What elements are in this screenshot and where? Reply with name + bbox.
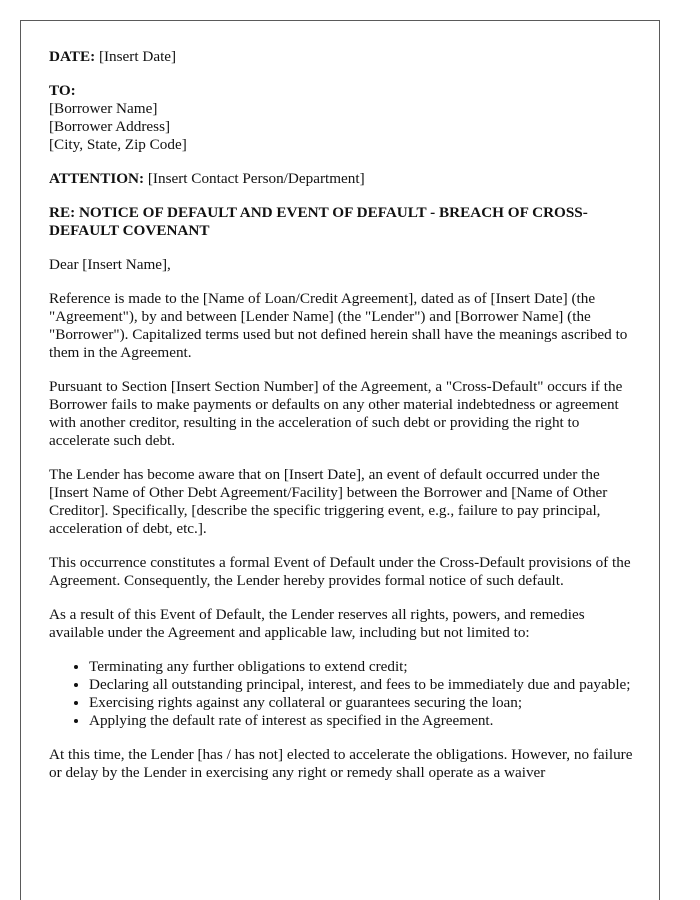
attention-line <box>49 170 639 188</box>
attention-value: [Insert Contact Person/Department] <box>147 170 365 187</box>
paragraph-reference: Reference is made to the [Name of Loan/Credit Agreement], dated as of [Insert Date] (the "Agreement"), by and between [Lender Name] (the "Lender") and [Borrower Name] (the "Borrower"). Capitalized terms used but not defined herein shall have the meanings ascribed to them in the Agreement. <box>49 290 628 361</box>
attention-label: ATTENTION: <box>49 170 145 187</box>
paragraph-formal-notice: This occurrence constitutes a formal Event of Default under the Cross-Default provisions of the Agreement. Consequently, the Lender hereby provides formal notice of such default. <box>49 554 631 589</box>
date-line <box>49 48 639 66</box>
paragraph-cross-default: Pursuant to Section [Insert Section Number] of the Agreement, a "Cross-Default" occurs if the Borrower fails to make payments or defaults on any other material indebtedness or agreement with another creditor, resulting in the acceleration of such debt or providing the right to accelerate such debt. <box>49 378 623 449</box>
paragraph-closing: At this time, the Lender [has / has not] elected to accelerate the obligations. However, no failure or delay by the Lender in exercising any right or remedy shall operate as a waiver <box>49 746 633 781</box>
letter-page <box>20 20 660 900</box>
recipient-block <box>49 82 639 154</box>
list-item: • Terminating any further obligations to extend credit; <box>89 658 639 676</box>
borrower-name: [Borrower Name] <box>49 100 158 117</box>
remedies-list <box>49 658 639 730</box>
paragraph-event: The Lender has become aware that on [Insert Date], an event of default occurred under the [Insert Name of Other Debt Agreement/Facility] between the Borrower and [Name of Other Creditor]. Specifically, [describe the specific triggering event, e.g., failure to pay principal, acceleration of debt, etc.]. <box>49 466 608 537</box>
borrower-city-state-zip: [City, State, Zip Code] <box>49 136 187 153</box>
borrower-address: [Borrower Address] <box>49 118 171 135</box>
salutation: Dear [Insert Name], <box>49 256 171 273</box>
letter-body <box>49 48 639 798</box>
list-item: • Exercising rights against any collateral or guarantees securing the loan; <box>89 694 639 712</box>
list-item: • Declaring all outstanding principal, interest, and fees to be immediately due and payable; <box>89 676 639 694</box>
date-label: DATE: <box>49 48 96 65</box>
to-label: TO: <box>49 82 76 99</box>
paragraph-remedies-intro: As a result of this Event of Default, the Lender reserves all rights, powers, and remedies available under the Agreement and applicable law, including but not limited to: <box>49 606 585 641</box>
subject-line: RE: NOTICE OF DEFAULT AND EVENT OF DEFAULT - BREACH OF CROSS-DEFAULT COVENANT <box>49 204 588 239</box>
date-value: [Insert Date] <box>98 48 177 65</box>
list-item: • Applying the default rate of interest as specified in the Agreement. <box>89 712 639 730</box>
